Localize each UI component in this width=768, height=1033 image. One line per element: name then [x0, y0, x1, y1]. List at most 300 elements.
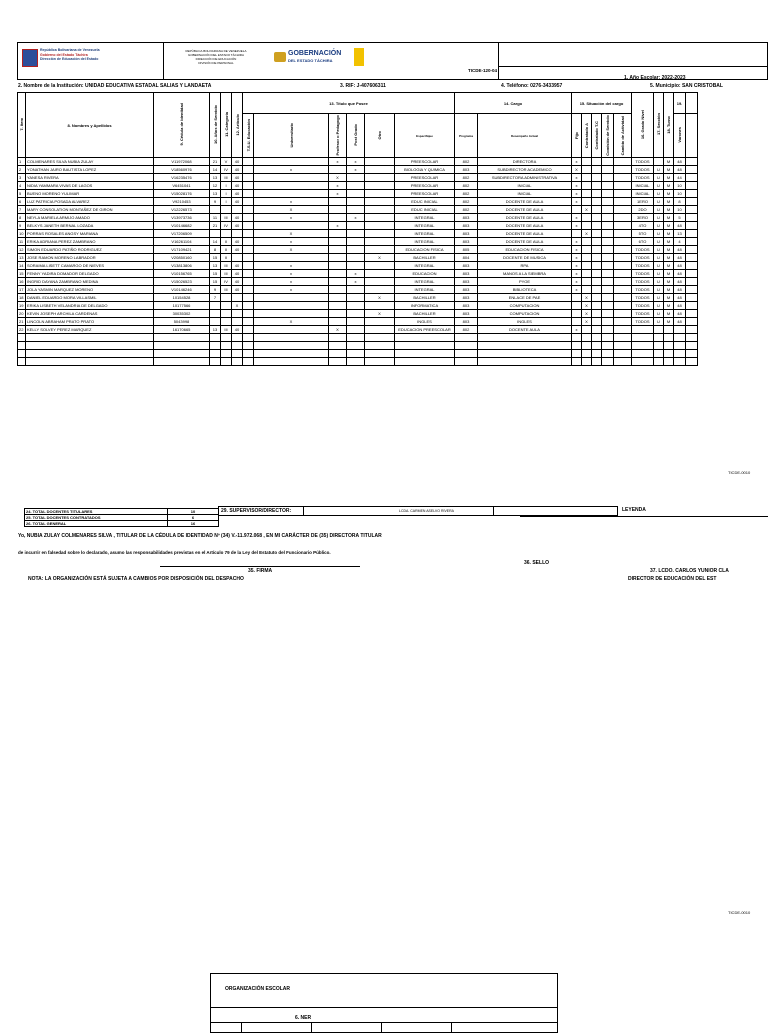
row-cedula	[154, 358, 210, 366]
row-fijo	[572, 358, 582, 366]
gobernacion-subtitle: DEL ESTADO TÁCHIRA	[288, 58, 333, 63]
row-contratado-a	[582, 358, 592, 366]
row-anos: 12	[210, 182, 221, 190]
row-universitario	[254, 190, 329, 198]
row-item: 3	[18, 174, 26, 182]
row-extra	[686, 318, 698, 326]
table-row	[18, 182, 698, 190]
table-row	[18, 222, 698, 230]
logo-line: Dirección de Educación del Estado	[40, 57, 99, 61]
row-universitario: x	[254, 278, 329, 286]
center-line: REPÚBLICA BOLIVARIANA DE VENEZUELA	[185, 49, 247, 53]
row-otro	[365, 278, 395, 286]
row-especifique: INGLES	[395, 318, 455, 326]
row-desempeno	[478, 342, 572, 350]
row-cedula: 10177566	[154, 302, 210, 310]
row-programa: 803	[455, 278, 478, 286]
row-comision	[602, 342, 614, 350]
row-otro	[365, 326, 395, 334]
row-profesor	[329, 278, 347, 286]
col-extra	[686, 114, 698, 158]
row-desempeno: INICIAL	[478, 182, 572, 190]
row-desempeno	[478, 350, 572, 358]
row-seccion: U	[654, 214, 664, 222]
declaration-line-1: Yo, NUBIA ZULAY COLMENARES SILVA , TITULAR DE LA CÉDULA DE IDENTIDAD Nº (34) V.-11.972.068 , EN MI CARÁCTER DE (35) DIRECTORA TITULAR	[18, 533, 382, 539]
row-articulo	[232, 358, 243, 366]
row-cambio	[614, 254, 632, 262]
row-fijo: x	[572, 238, 582, 246]
row-contratado-a	[582, 262, 592, 270]
row-name: YANESA RIVERA	[26, 174, 154, 182]
row-comision	[602, 206, 614, 214]
row-otro	[365, 238, 395, 246]
row-anos: 13	[210, 190, 221, 198]
row-programa: 803	[455, 294, 478, 302]
school-year: 1. Año Escolar: 2022-2023	[624, 75, 686, 81]
row-comision	[602, 326, 614, 334]
row-comision	[602, 262, 614, 270]
row-universitario	[254, 326, 329, 334]
row-grado: INICIAL	[632, 190, 654, 198]
row-articulo	[232, 254, 243, 262]
row-cambio	[614, 198, 632, 206]
row-varones: 48	[674, 246, 686, 254]
row-fijo	[572, 302, 582, 310]
row-comision	[602, 222, 614, 230]
row-anos: 15	[210, 270, 221, 278]
row-tsu	[243, 174, 254, 182]
col-item: 7. Item	[18, 93, 26, 158]
row-fijo	[572, 230, 582, 238]
row-varones: 44	[674, 174, 686, 182]
row-contratado-a: X	[582, 230, 592, 238]
row-seccion: U	[654, 190, 664, 198]
row-tsu	[243, 278, 254, 286]
row-anos: 9	[210, 286, 221, 294]
row-seccion: U	[654, 262, 664, 270]
row-otro	[365, 358, 395, 366]
table-row-empty	[18, 342, 698, 350]
row-seccion: U	[654, 246, 664, 254]
row-postgrado	[347, 326, 365, 334]
row-grado: TODOS	[632, 158, 654, 166]
table-row	[18, 238, 698, 246]
row-categoria: IV	[221, 166, 232, 174]
total-general-value: 16	[168, 521, 219, 527]
row-extra	[686, 222, 698, 230]
total-contratados-value: 6	[168, 515, 219, 521]
row-extra	[686, 286, 698, 294]
table-row	[18, 326, 698, 334]
row-articulo	[232, 206, 243, 214]
row-fijo	[572, 342, 582, 350]
row-articulo: 40	[232, 214, 243, 222]
row-tsu	[243, 214, 254, 222]
row-categoria: III	[221, 214, 232, 222]
row-contratado-tc	[592, 190, 602, 198]
row-articulo	[232, 334, 243, 342]
row-item: 21	[18, 318, 26, 326]
row-desempeno	[478, 334, 572, 342]
row-cedula	[154, 342, 210, 350]
row-categoria: II	[221, 254, 232, 262]
declaration-line-2: de incurrir en falsedad sobre lo declarado, asumo las responsabilidades previstas en el Artículo 79 de la Ley del Estatuto del Funcionario Público.	[18, 550, 331, 555]
row-grado: TODOS	[632, 278, 654, 286]
row-cambio	[614, 174, 632, 182]
row-universitario: x	[254, 198, 329, 206]
row-seccion: U	[654, 302, 664, 310]
row-comision	[602, 294, 614, 302]
row-contratado-tc	[592, 302, 602, 310]
row-profesor	[329, 294, 347, 302]
row-name	[26, 350, 154, 358]
row-name: SIMON EDUARDO PATIÑO RODRIGUEZ	[26, 246, 154, 254]
row-cedula: V13813806	[154, 262, 210, 270]
row-turno: M	[664, 254, 674, 262]
row-turno: M	[664, 214, 674, 222]
row-seccion: U	[654, 318, 664, 326]
row-universitario: x	[254, 166, 329, 174]
row-name: BUENO MORENO YULIMAR	[26, 190, 154, 198]
row-programa: 804	[455, 254, 478, 262]
row-name: JOSE RAMON MORENO LABRADOR	[26, 254, 154, 262]
table-row	[18, 174, 698, 182]
row-extra	[686, 158, 698, 166]
row-desempeno: COMPUTACION	[478, 302, 572, 310]
col-anos: 10. Años de Servicio	[210, 93, 221, 158]
row-item: 4	[18, 182, 26, 190]
row-name	[26, 358, 154, 366]
row-tsu	[243, 294, 254, 302]
row-contratado-tc	[592, 294, 602, 302]
ner-label: 6. NER	[295, 1015, 312, 1021]
row-especifique: INFORMATICA	[395, 302, 455, 310]
row-universitario	[254, 174, 329, 182]
row-profesor	[329, 166, 347, 174]
row-seccion: U	[654, 222, 664, 230]
row-extra	[686, 350, 698, 358]
row-cedula: V10146682	[154, 222, 210, 230]
row-anos	[210, 350, 221, 358]
row-categoria: I	[221, 198, 232, 206]
org-escolar-box	[210, 973, 558, 1033]
row-especifique: EDUCACION	[395, 270, 455, 278]
row-categoria: II	[221, 246, 232, 254]
row-seccion: U	[654, 286, 664, 294]
row-otro	[365, 190, 395, 198]
row-contratado-a	[582, 286, 592, 294]
row-tsu	[243, 158, 254, 166]
row-categoria: I	[221, 182, 232, 190]
row-programa: 803	[455, 302, 478, 310]
row-articulo	[232, 350, 243, 358]
row-desempeno: DOCENTE DE AULA	[478, 198, 572, 206]
row-tsu	[243, 326, 254, 334]
row-postgrado	[347, 206, 365, 214]
col-especifique: Especifique	[395, 114, 455, 158]
row-grado: INICIAL	[632, 182, 654, 190]
row-programa	[455, 342, 478, 350]
table-row-empty	[18, 350, 698, 358]
row-grado: TODOS	[632, 318, 654, 326]
row-cambio	[614, 270, 632, 278]
table-body	[18, 158, 698, 366]
row-grado: TODOS	[632, 166, 654, 174]
row-name: INGRID DAYANA ZAMBRANO MEDINA	[26, 278, 154, 286]
row-extra	[686, 358, 698, 366]
row-fijo: x	[572, 246, 582, 254]
row-seccion: U	[654, 206, 664, 214]
row-turno: M	[664, 222, 674, 230]
row-postgrado: x	[347, 278, 365, 286]
row-desempeno: DOCENTE DE AULA	[478, 214, 572, 222]
row-otro	[365, 350, 395, 358]
row-contratado-tc	[592, 182, 602, 190]
row-turno: M	[664, 270, 674, 278]
row-profesor	[329, 206, 347, 214]
row-otro	[365, 270, 395, 278]
staff-table	[17, 92, 698, 366]
col-tsu: T.S.U. Educación	[243, 114, 254, 158]
row-tsu	[243, 246, 254, 254]
row-comision	[602, 190, 614, 198]
row-profesor	[329, 246, 347, 254]
row-contratado-tc	[592, 158, 602, 166]
row-seccion: U	[654, 254, 664, 262]
table-row	[18, 158, 698, 166]
row-articulo	[232, 318, 243, 326]
row-profesor: x	[329, 190, 347, 198]
row-contratado-tc	[592, 214, 602, 222]
row-postgrado	[347, 342, 365, 350]
row-varones: 48	[674, 278, 686, 286]
row-cedula: V10146246	[154, 286, 210, 294]
row-cedula: V11972068	[154, 158, 210, 166]
row-fijo	[572, 318, 582, 326]
row-fijo: x	[572, 214, 582, 222]
col-grado: 16. Grado Nivel	[632, 93, 654, 158]
row-anos: 13	[210, 326, 221, 334]
row-contratado-a	[582, 334, 592, 342]
row-comision	[602, 238, 614, 246]
row-tsu	[243, 222, 254, 230]
row-cedula: V17109421	[154, 246, 210, 254]
row-comision	[602, 278, 614, 286]
supervisor-label: 29. SUPERVISOR/DIRECTOR:	[221, 508, 292, 514]
row-contratado-tc	[592, 174, 602, 182]
row-item	[18, 358, 26, 366]
row-seccion	[654, 158, 664, 166]
row-otro	[365, 286, 395, 294]
row-extra	[686, 262, 698, 270]
row-especifique: INTEGRAL	[395, 262, 455, 270]
row-anos: 11	[210, 214, 221, 222]
row-contratado-tc	[592, 246, 602, 254]
row-especifique: EDUC INICIAL	[395, 206, 455, 214]
row-fijo	[572, 310, 582, 318]
row-profesor	[329, 310, 347, 318]
row-especifique: PREESCOLAR	[395, 174, 455, 182]
row-item: 17	[18, 286, 26, 294]
row-varones: 48	[674, 302, 686, 310]
row-universitario: X	[254, 206, 329, 214]
row-contratado-tc	[592, 278, 602, 286]
row-contratado-tc	[592, 310, 602, 318]
row-profesor	[329, 286, 347, 294]
row-extra	[686, 182, 698, 190]
row-contratado-a	[582, 326, 592, 334]
row-programa: 802	[455, 174, 478, 182]
row-otro	[365, 182, 395, 190]
row-name: SORAIMA LISETT CAMARGO DE NIEVES	[26, 262, 154, 270]
row-grado: 3ERO	[632, 214, 654, 222]
row-universitario	[254, 294, 329, 302]
table-row	[18, 246, 698, 254]
row-extra	[686, 198, 698, 206]
row-extra	[686, 294, 698, 302]
row-universitario	[254, 350, 329, 358]
row-seccion: U	[654, 310, 664, 318]
row-contratado-tc	[592, 334, 602, 342]
row-cambio	[614, 334, 632, 342]
row-turno: M	[664, 230, 674, 238]
row-tsu	[243, 198, 254, 206]
row-contratado-tc	[592, 166, 602, 174]
col-contratado-tc: Contratado T.C	[592, 114, 602, 158]
row-profesor	[329, 342, 347, 350]
row-contratado-tc	[592, 238, 602, 246]
row-cambio	[614, 294, 632, 302]
row-especifique: PREESCOLAR	[395, 158, 455, 166]
row-varones: 48	[674, 310, 686, 318]
row-desempeno: DOCENTE AULA	[478, 326, 572, 334]
row-varones: 48	[674, 294, 686, 302]
row-item: 1	[18, 158, 26, 166]
row-programa: 805	[455, 246, 478, 254]
row-tsu	[243, 350, 254, 358]
row-item: 8	[18, 214, 26, 222]
row-desempeno: INGLES	[478, 318, 572, 326]
row-name: COLMENARES SILVA NUBIA ZULAY	[26, 158, 154, 166]
leyenda-label: LEYENDA	[622, 507, 646, 513]
row-universitario: x	[254, 238, 329, 246]
row-item	[18, 334, 26, 342]
row-postgrado	[347, 294, 365, 302]
row-tsu	[243, 270, 254, 278]
row-grado: 6TO	[632, 238, 654, 246]
row-extra	[686, 254, 698, 262]
row-contratado-tc	[592, 198, 602, 206]
row-categoria: II	[221, 238, 232, 246]
row-contratado-tc	[592, 270, 602, 278]
table-row	[18, 270, 698, 278]
row-especifique: INTEGRAL	[395, 230, 455, 238]
table-row	[18, 310, 698, 318]
row-turno	[664, 350, 674, 358]
row-item: 15	[18, 270, 26, 278]
row-cambio	[614, 222, 632, 230]
row-grado: TODOS	[632, 246, 654, 254]
center-line: DIRECCIÓN DE EDUCACIÓN	[195, 57, 237, 61]
row-extra	[686, 174, 698, 182]
row-fijo: x	[572, 158, 582, 166]
col-postgrado: Post Grado	[347, 114, 365, 158]
row-anos: 15	[210, 254, 221, 262]
row-tsu	[243, 254, 254, 262]
row-programa: 803	[455, 222, 478, 230]
row-cambio	[614, 262, 632, 270]
row-varones: 48	[674, 254, 686, 262]
row-comision	[602, 182, 614, 190]
row-especifique: BIOLOGIA Y QUIMICA	[395, 166, 455, 174]
row-varones: 48	[674, 270, 686, 278]
col-turno: 18. Turno	[664, 93, 674, 158]
row-desempeno	[478, 358, 572, 366]
row-name: PORRAS ROSALES ANGSY MARIANA	[26, 230, 154, 238]
row-cedula	[154, 334, 210, 342]
row-comision	[602, 254, 614, 262]
row-cambio	[614, 238, 632, 246]
row-item: 10	[18, 230, 26, 238]
row-programa: 803	[455, 262, 478, 270]
row-comision	[602, 166, 614, 174]
row-cedula: V18560976	[154, 166, 210, 174]
row-categoria: V	[221, 158, 232, 166]
row-anos: 13	[210, 262, 221, 270]
row-articulo: 40	[232, 222, 243, 230]
row-otro	[365, 222, 395, 230]
row-otro	[365, 206, 395, 214]
row-anos: 21	[210, 222, 221, 230]
row-contratado-a	[582, 270, 592, 278]
form-code: TICDE-120-04	[468, 68, 498, 73]
row-comision	[602, 174, 614, 182]
row-articulo: 40	[232, 270, 243, 278]
row-otro	[365, 334, 395, 342]
row-otro: X	[365, 254, 395, 262]
row-desempeno: RPA	[478, 262, 572, 270]
row-item: 13	[18, 254, 26, 262]
col-programa: Programa	[455, 114, 478, 158]
row-seccion: U	[654, 294, 664, 302]
logo-line: Gobierno del Estado Táchira	[40, 52, 88, 57]
row-cedula	[154, 350, 210, 358]
row-especifique: EDUCACION PREESCOLAR	[395, 326, 455, 334]
col-profesor: Profesor o Pedagogo	[329, 114, 347, 158]
row-universitario	[254, 158, 329, 166]
row-contratado-tc	[592, 222, 602, 230]
row-postgrado	[347, 302, 365, 310]
row-categoria: III	[221, 286, 232, 294]
row-anos: 7	[210, 294, 221, 302]
col-seccion: 17. Sección	[654, 93, 664, 158]
row-extra	[686, 302, 698, 310]
row-turno	[664, 326, 674, 334]
row-contratado-a	[582, 350, 592, 358]
row-comision	[602, 214, 614, 222]
row-profesor	[329, 318, 347, 326]
row-turno: M	[664, 262, 674, 270]
row-articulo	[232, 294, 243, 302]
row-cedula: 30035302	[154, 310, 210, 318]
row-contratado-tc	[592, 342, 602, 350]
row-universitario: X	[254, 230, 329, 238]
row-contratado-a	[582, 254, 592, 262]
row-contratado-a	[582, 166, 592, 174]
row-postgrado	[347, 254, 365, 262]
row-anos: 14	[210, 166, 221, 174]
form-code-footer-2: TICDE-0010	[728, 910, 751, 915]
